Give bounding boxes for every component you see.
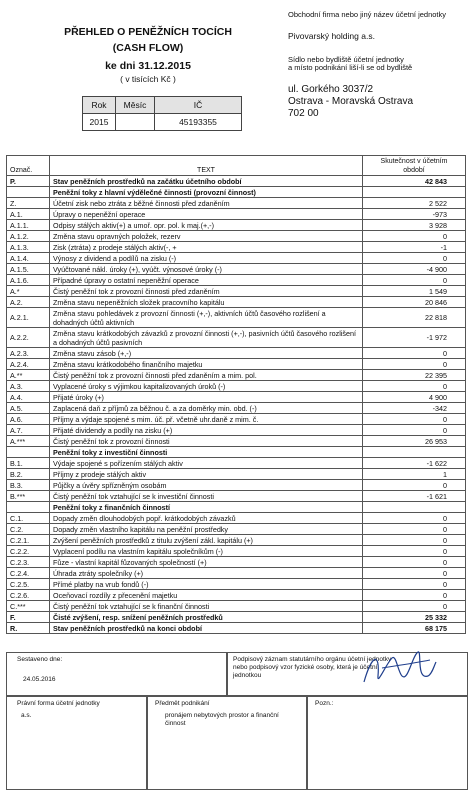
row-text: Přímé platby na vrub fondů (-) <box>50 579 363 590</box>
table-row <box>7 579 466 590</box>
row-code: C.2.4. <box>7 568 50 579</box>
legal-form-label: Právní forma účetní jednotky <box>17 700 100 707</box>
row-text: Peněžní toky z finančních činností <box>50 502 363 513</box>
note-label: Pozn.: <box>315 700 334 707</box>
row-text: Dopady změn vlastního kapitálu na peněžní prostředky <box>50 524 363 535</box>
signature-label: Podpisový záznam statutárního orgánu účetní jednotky nebo podpisový vzor fyzické osoby, která je účetní jednotkou <box>233 656 392 679</box>
row-text: Případné úpravy o ostatní nepeněžní operace <box>50 275 363 286</box>
row-value: 0 <box>363 348 466 359</box>
row-value: 0 <box>363 275 466 286</box>
table-row <box>7 198 466 209</box>
row-text: Peněžní toky z investiční činnosti <box>50 447 363 458</box>
seat-label-1: Sídlo nebo bydliště účetní jednotky <box>288 55 404 64</box>
report-date: ke dni 31.12.2015 <box>105 60 191 72</box>
row-code: A.1.2. <box>7 231 50 242</box>
table-row <box>7 535 466 546</box>
cashflow-table <box>6 155 466 634</box>
row-text: Účetní zisk nebo ztráta z běžné činnosti před zdaněním <box>50 198 363 209</box>
mesic-label: Měsíc <box>116 97 155 114</box>
table-row <box>7 253 466 264</box>
row-code: A.2.4. <box>7 359 50 370</box>
row-code: A.*** <box>7 436 50 447</box>
row-code: B.1. <box>7 458 50 469</box>
row-text: Stav peněžních prostředků na začátku účetního období <box>50 176 363 187</box>
firm-name: Pivovarský holding a.s. <box>288 31 375 41</box>
row-text: Úhrada ztráty společníky (+) <box>50 568 363 579</box>
row-text: Stav peněžních prostředků na konci období <box>50 623 363 634</box>
table-row <box>7 209 466 220</box>
table-row <box>7 286 466 297</box>
row-text: Odpisy stálých aktiv(+) a umoř. opr. pol. k maj.(+,-) <box>50 220 363 231</box>
row-text: Přijaté úroky (+) <box>50 392 363 403</box>
row-value: 2 522 <box>363 198 466 209</box>
row-value: 22 818 <box>363 308 466 328</box>
row-code <box>7 187 50 198</box>
col-header-text: TEXT <box>50 156 363 176</box>
report-unit: ( v tisících Kč ) <box>120 74 176 84</box>
table-row <box>7 612 466 623</box>
row-text: Peněžní toky z hlavní výdělečné činnosti (provozní činnost) <box>50 187 363 198</box>
row-code: A.2.1. <box>7 308 50 328</box>
row-value: -1 <box>363 242 466 253</box>
rok-label: Rok <box>83 97 116 114</box>
row-code: P. <box>7 176 50 187</box>
row-value: 25 332 <box>363 612 466 623</box>
table-row <box>7 264 466 275</box>
row-code: C.2.5. <box>7 579 50 590</box>
table-row <box>7 436 466 447</box>
table-row <box>7 513 466 524</box>
report-subtitle: (CASH FLOW) <box>112 42 184 54</box>
row-value: -1 622 <box>363 458 466 469</box>
row-text: Čistý peněžní tok vztahující se k finanční činnosti <box>50 601 363 612</box>
row-code: C.*** <box>7 601 50 612</box>
activity-label: Předmět podnikání <box>155 700 210 707</box>
activity-box <box>146 695 308 790</box>
row-value: 0 <box>363 568 466 579</box>
row-value: 0 <box>363 381 466 392</box>
row-value: -342 <box>363 403 466 414</box>
table-row <box>7 220 466 231</box>
table-row <box>7 403 466 414</box>
row-code: A.2.3. <box>7 348 50 359</box>
row-code: C.1. <box>7 513 50 524</box>
row-value <box>363 502 466 513</box>
row-code: A.1.5. <box>7 264 50 275</box>
table-row <box>7 308 466 328</box>
table-row <box>7 187 466 198</box>
row-code: A.4. <box>7 392 50 403</box>
table-row <box>7 328 466 348</box>
row-text: Čistý peněžní tok vztahující se k investiční činnosti <box>50 491 363 502</box>
report-title: PŘEHLED O PENĚŽNÍCH TOCÍCH <box>64 26 232 38</box>
row-code: A.6. <box>7 414 50 425</box>
row-value: 22 395 <box>363 370 466 381</box>
row-code: A.1. <box>7 209 50 220</box>
table-row <box>7 275 466 286</box>
row-text: Půjčky a úvěry spřízněným osobám <box>50 480 363 491</box>
row-value: 0 <box>363 359 466 370</box>
row-code: A.* <box>7 286 50 297</box>
col-header-code: Označ. <box>7 156 50 176</box>
row-code <box>7 502 50 513</box>
seat-label-2: a místo podnikání liší-li se od bydliště <box>288 63 413 72</box>
table-row <box>7 568 466 579</box>
legal-form-value: a.s. <box>21 712 32 719</box>
table-row <box>7 425 466 436</box>
row-text: Čisté zvýšení, resp. snížení peněžních prostředků <box>50 612 363 623</box>
row-value: 0 <box>363 414 466 425</box>
table-row <box>7 176 466 187</box>
table-row <box>7 590 466 601</box>
row-text: Změna stavu krátkodobého finančního majetku <box>50 359 363 370</box>
row-value: 0 <box>363 579 466 590</box>
row-value: 0 <box>363 524 466 535</box>
row-text: Změna stavu opravných položek, rezerv <box>50 231 363 242</box>
row-value: 0 <box>363 601 466 612</box>
id-box <box>82 96 242 131</box>
row-code: C.2.6. <box>7 590 50 601</box>
row-code: A.2. <box>7 297 50 308</box>
row-text: Příjmy z prodeje stálých aktiv <box>50 469 363 480</box>
table-row <box>7 242 466 253</box>
row-value: 42 843 <box>363 176 466 187</box>
handwritten-signature <box>358 646 438 690</box>
row-value: 0 <box>363 513 466 524</box>
row-text: Úpravy o nepeněžní operace <box>50 209 363 220</box>
row-value: 3 928 <box>363 220 466 231</box>
row-value: 0 <box>363 231 466 242</box>
table-row <box>7 458 466 469</box>
row-text: Přijaté dividendy a podíly na zisku (+) <box>50 425 363 436</box>
row-code: A.7. <box>7 425 50 436</box>
table-row <box>7 447 466 458</box>
row-text: Příjmy a výdaje spojené s mim. úč. př. včetně uhr.daně z mim. č. <box>50 414 363 425</box>
row-text: Výnosy z dividend a podílů na zisku (-) <box>50 253 363 264</box>
row-text: Dopady změn dlouhodobých popř. krátkodobých závazků <box>50 513 363 524</box>
compiled-date: 24.05.2016 <box>23 676 56 683</box>
row-code: A.** <box>7 370 50 381</box>
row-text: Fůze - vlastní kapitál fůzovaných společností (+) <box>50 557 363 568</box>
firm-label: Obchodní firma nebo jiný název účetní jednotky <box>288 10 447 19</box>
table-row <box>7 297 466 308</box>
compiled-box <box>6 652 228 697</box>
cashflow-body <box>7 176 466 634</box>
row-value: 1 549 <box>363 286 466 297</box>
row-text: Zvýšení peněžních prostředků z titulu zvýšení zákl. kapitálu (+) <box>50 535 363 546</box>
row-code: F. <box>7 612 50 623</box>
legal-form-box <box>6 695 148 790</box>
row-value: 20 846 <box>363 297 466 308</box>
address-line-1: ul. Gorkého 3037/2 <box>288 84 374 95</box>
row-text: Vyplacené úroky s výjimkou kapitalizovaných úroků (-) <box>50 381 363 392</box>
table-row <box>7 392 466 403</box>
table-row <box>7 524 466 535</box>
table-row <box>7 546 466 557</box>
row-text: Vyplacení podílu na vlastním kapitálu společníkům (-) <box>50 546 363 557</box>
row-text: Změna stavu zásob (+,-) <box>50 348 363 359</box>
address-line-2: Ostrava - Moravská Ostrava <box>288 96 414 107</box>
row-value: -973 <box>363 209 466 220</box>
table-row <box>7 491 466 502</box>
note-box <box>306 695 468 790</box>
address-line-3: 702 00 <box>288 108 319 119</box>
table-row <box>7 502 466 513</box>
row-value <box>363 187 466 198</box>
col-header-value <box>363 156 466 176</box>
row-value: 0 <box>363 557 466 568</box>
row-value: 4 900 <box>363 392 466 403</box>
row-code <box>7 447 50 458</box>
table-row <box>7 370 466 381</box>
row-code: C.2.1. <box>7 535 50 546</box>
table-row <box>7 480 466 491</box>
table-row <box>7 623 466 634</box>
table-row <box>7 557 466 568</box>
row-value: 0 <box>363 546 466 557</box>
row-text: Výdaje spojené s pořízením stálých aktiv <box>50 458 363 469</box>
table-row <box>7 381 466 392</box>
row-code: A.5. <box>7 403 50 414</box>
col-header-value-line1: Skutečnost v účetním <box>380 157 448 165</box>
row-code: A.1.3. <box>7 242 50 253</box>
row-value: 1 <box>363 469 466 480</box>
row-code: C.2.3. <box>7 557 50 568</box>
table-row <box>7 469 466 480</box>
row-text: Čistý peněžní tok z provozní činnosti před zdaněním <box>50 286 363 297</box>
row-text: Změna stavu krátkodobých závazků z provozní činnosti (+,-), pasivních účtů časového rozlišení a dohadných účtů pasivních <box>50 328 363 348</box>
row-code: A.2.2. <box>7 328 50 348</box>
row-value: -1 621 <box>363 491 466 502</box>
row-code: B.3. <box>7 480 50 491</box>
table-row <box>7 414 466 425</box>
row-value: 0 <box>363 535 466 546</box>
activity-value: pronájem nebytových prostor a finanční činnost <box>165 712 279 727</box>
row-code: C.2.2. <box>7 546 50 557</box>
row-text: Zaplacená daň z příjmů za běžnou č. a za doměrky min. obd. (-) <box>50 403 363 414</box>
row-text: Změna stavu nepeněžních složek pracovního kapitálu <box>50 297 363 308</box>
row-value: 26 953 <box>363 436 466 447</box>
mesic-value <box>116 114 155 131</box>
row-text: Oceňovací rozdíly z přecenění majetku <box>50 590 363 601</box>
table-row <box>7 348 466 359</box>
row-text: Změna stavu pohledávek z provozní činnosti (+,-), aktivních účtů časového rozlišení a dohadných účtů aktivních <box>50 308 363 328</box>
row-code: A.1.4. <box>7 253 50 264</box>
table-row <box>7 231 466 242</box>
row-code: C.2. <box>7 524 50 535</box>
table-row <box>7 601 466 612</box>
row-value: 0 <box>363 590 466 601</box>
row-code: R. <box>7 623 50 634</box>
row-code: A.3. <box>7 381 50 392</box>
row-value: -1 972 <box>363 328 466 348</box>
row-value: 0 <box>363 480 466 491</box>
row-text: Zisk (ztráta) z prodeje stálých aktiv(-, + <box>50 242 363 253</box>
compiled-label: Sestaveno dne: <box>17 656 63 663</box>
row-text: Čistý peněžní tok z provozní činnosti před zdaněním a mim. pol. <box>50 370 363 381</box>
row-value: -4 900 <box>363 264 466 275</box>
row-code: B.2. <box>7 469 50 480</box>
col-header-value-line2: období <box>403 166 425 174</box>
row-value <box>363 447 466 458</box>
row-code: A.1.1. <box>7 220 50 231</box>
rok-value: 2015 <box>83 114 116 131</box>
row-value: 0 <box>363 253 466 264</box>
ic-label: IČ <box>155 97 242 114</box>
ic-value: 45193355 <box>155 114 242 131</box>
row-text: Čistý peněžní tok z provozní činnosti <box>50 436 363 447</box>
row-text: Vyúčtované nákl. úroky (+), vyúčt. výnosové úroky (-) <box>50 264 363 275</box>
row-code: Z. <box>7 198 50 209</box>
table-row <box>7 359 466 370</box>
row-code: B.*** <box>7 491 50 502</box>
row-code: A.1.6. <box>7 275 50 286</box>
row-value: 68 175 <box>363 623 466 634</box>
row-value: 0 <box>363 425 466 436</box>
